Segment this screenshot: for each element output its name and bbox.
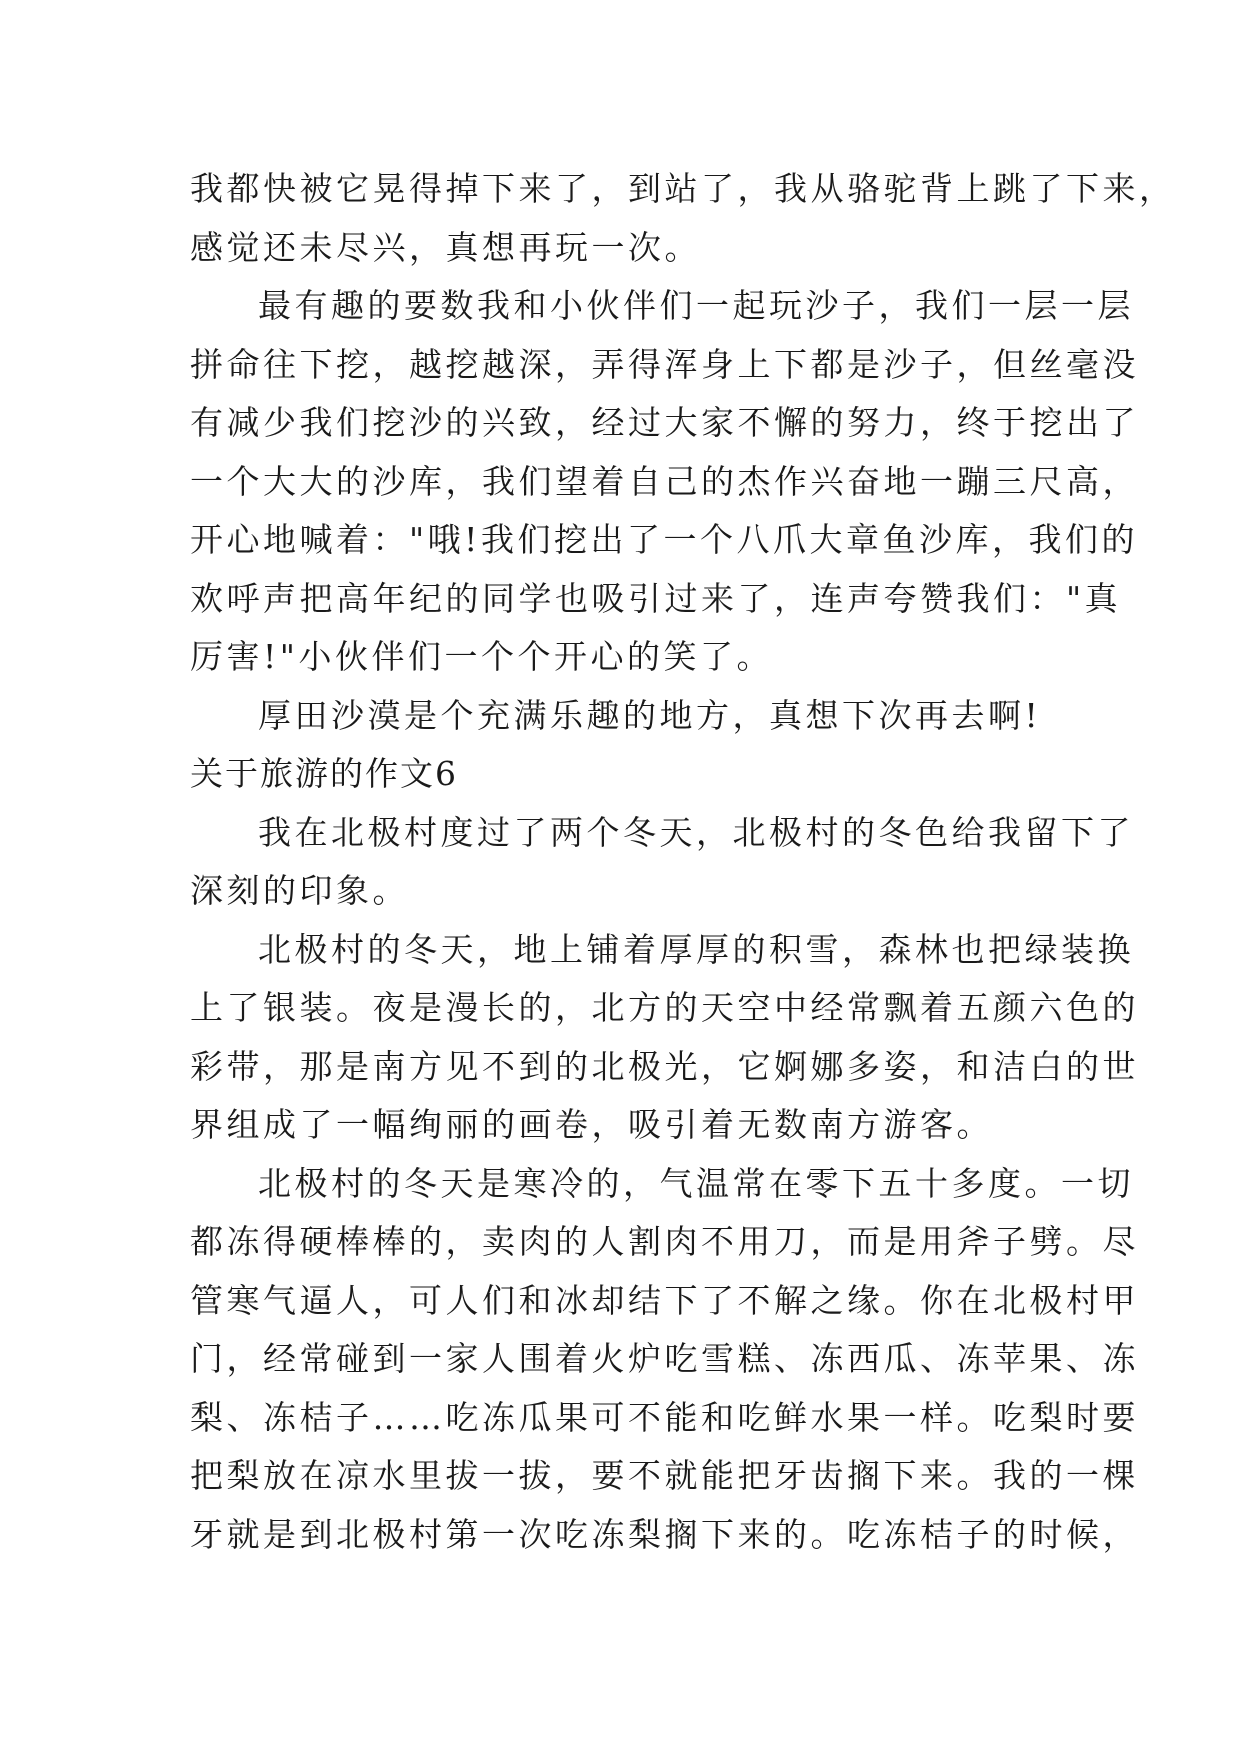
text-line: 梨、冻桔子……吃冻瓜果可不能和吃鲜水果一样。吃梨时要 xyxy=(190,1397,1139,1437)
paragraph-first-line: 我在北极村度过了两个冬天，北极村的冬色给我留下了 xyxy=(258,812,1134,852)
text-line: 有减少我们挖沙的兴致，经过大家不懈的努力，终于挖出了 xyxy=(190,403,1139,442)
paragraph-first-line: 北极村的冬天，地上铺着厚厚的积雪，森林也把绿装换 xyxy=(258,929,1134,969)
text-line: 界组成了一幅绚丽的画卷，吸引着无数南方游客。 xyxy=(190,1105,993,1144)
text-line: 感觉还未尽兴，真想再玩一次。 xyxy=(190,227,701,267)
text-line: 一个大大的沙库，我们望着自己的杰作兴奋地一蹦三尺高， xyxy=(190,461,1139,501)
text-line: 牙就是到北极村第一次吃冻梨搁下来的。吃冻桔子的时候， xyxy=(190,1514,1139,1554)
text-line: 彩带，那是南方见不到的北极光，它婀娜多姿，和洁白的世 xyxy=(190,1046,1139,1086)
text-line: 把梨放在凉水里拔一拔，要不就能把牙齿搁下来。我的一棵 xyxy=(190,1456,1139,1495)
text-line: 拼命往下挖，越挖越深，弄得浑身上下都是沙子，但丝毫没 xyxy=(190,344,1139,384)
text-line: 我都快被它晃得掉下来了，到站了，我从骆驼背上跳了下来， xyxy=(190,169,1176,208)
document-body xyxy=(190,160,1176,1564)
section-heading: 关于旅游的作文6 xyxy=(190,754,458,793)
text-line: 上了银装。夜是漫长的，北方的天空中经常飘着五颜六色的 xyxy=(190,988,1139,1027)
paragraph-first-line: 北极村的冬天是寒冷的，气温常在零下五十多度。一切 xyxy=(258,1163,1134,1203)
text-line: 厉害!"小伙伴们一个个开心的笑了。 xyxy=(190,637,773,676)
paragraph-first-line: 厚田沙漠是个充满乐趣的地方，真想下次再去啊! xyxy=(258,695,1042,735)
text-line: 管寒气逼人，可人们和冰却结下了不解之缘。你在北极村甲 xyxy=(190,1280,1139,1320)
text-line: 开心地喊着："哦!我们挖出了一个八爪大章鱼沙库，我们的 xyxy=(190,520,1138,559)
text-line: 深刻的印象。 xyxy=(190,871,409,910)
text-line: 门，经常碰到一家人围着火炉吃雪糕、冻西瓜、冻苹果、冻 xyxy=(190,1339,1139,1378)
paragraph-first-line: 最有趣的要数我和小伙伴们一起玩沙子，我们一层一层 xyxy=(258,286,1134,325)
text-line: 都冻得硬棒棒的，卖肉的人割肉不用刀，而是用斧子劈。尽 xyxy=(190,1222,1139,1261)
text-line: 欢呼声把高年纪的同学也吸引过来了，连声夸赞我们："真 xyxy=(190,578,1122,618)
